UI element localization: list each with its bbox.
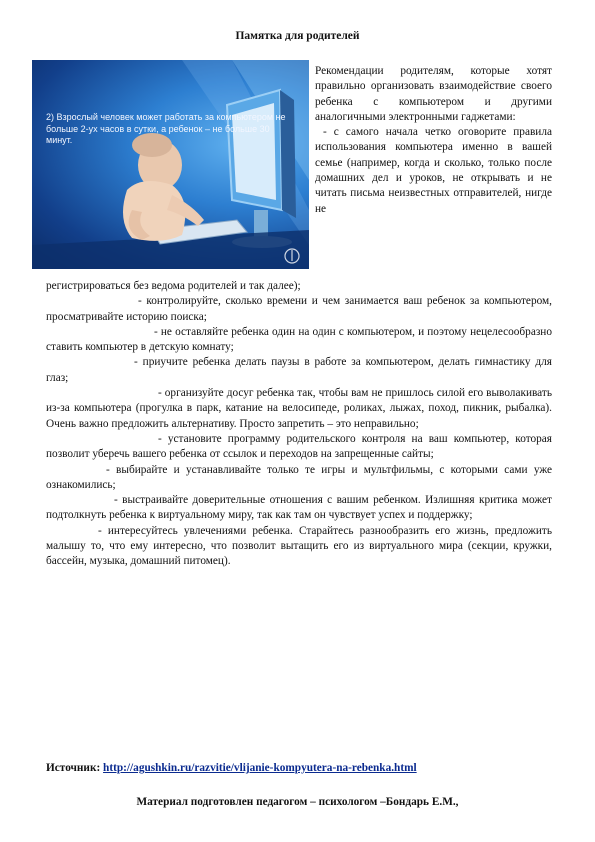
main-text xyxy=(46,279,552,570)
source-line xyxy=(46,762,566,774)
list-item-first-start: - с самого начала четко оговорите правила использования компьютера именно в вашей семье (например, когда и сколько, только после домашних дел и уроков, не открывать и не читать письма неизвестных отправителей, нигде не xyxy=(315,126,552,215)
image-caption: 2) Взрослый человек может работать за компьютером не больше 2-ух часов в сутки, а ребенок – не больше 30 минут. xyxy=(46,112,286,145)
list-item: - выстраивайте доверительные отношения с вашим ребенком. Излишняя критика может подтолкнуть ребенка к виртуальному миру, так как там он чувствует успех и поддержку; xyxy=(46,494,552,522)
child-at-computer-photo xyxy=(32,60,309,269)
list-item: - организуйте досуг ребенка так, чтобы вам не пришлось силой его выволакивать из-за компьютера (прогулка в парк, катание на велосипеде, роликах, лыжах, поход, пикник, рыбалка). Очень важно предложить альтернативу. Просто запретить – это неправильно; xyxy=(46,387,552,430)
list-item: - не оставляйте ребенка один на один с компьютером, и поэтому нецелесообразно ставить компьютер в детскую комнату; xyxy=(46,325,552,354)
list-item: - приучите ребенка делать паузы в работе за компьютером, делать гимнастику для глаз; xyxy=(46,356,552,384)
intro-text: Рекомендации родителям, которые хотят правильно организовать взаимодействие своего ребенка с компьютером и другими аналогичными электронными гаджетами: xyxy=(315,65,552,123)
author-credit: Материал подготовлен педагогом – психологом –Бондарь Е.М., xyxy=(136,796,459,808)
list-item: - контролируйте, сколько времени и чем занимается ваш ребенок за компьютером, просматривайте историю поиска; xyxy=(46,295,552,323)
intro-column xyxy=(315,64,552,217)
list-item-first-end: регистрироваться без ведома родителей и так далее); xyxy=(46,280,301,292)
page-title: Памятка для родителей xyxy=(235,30,360,42)
list-item: - интересуйтесь увлечениями ребенка. Старайтесь разнообразить его жизнь, предложить малышу то, что ему интересно, что позволит вытащить его из виртуального мира (секции, кружки, бассейн, музыка, домашний питомец). xyxy=(46,524,552,568)
source-link[interactable]: http://agushkin.ru/razvitie/vlijanie-kompyutera-na-rebenka.html xyxy=(103,762,417,774)
photo-illustration xyxy=(32,60,309,269)
source-label: Источник: xyxy=(46,762,101,774)
list-item: - выбирайте и устанавливайте только те игры и мультфильмы, с которыми сами уже ознакомились; xyxy=(46,463,552,491)
list-item: - установите программу родительского контроля на ваш компьютер, которая позволит уберечь вашего ребенка от ссылок и переходов на запрещенные сайты; xyxy=(46,432,552,461)
